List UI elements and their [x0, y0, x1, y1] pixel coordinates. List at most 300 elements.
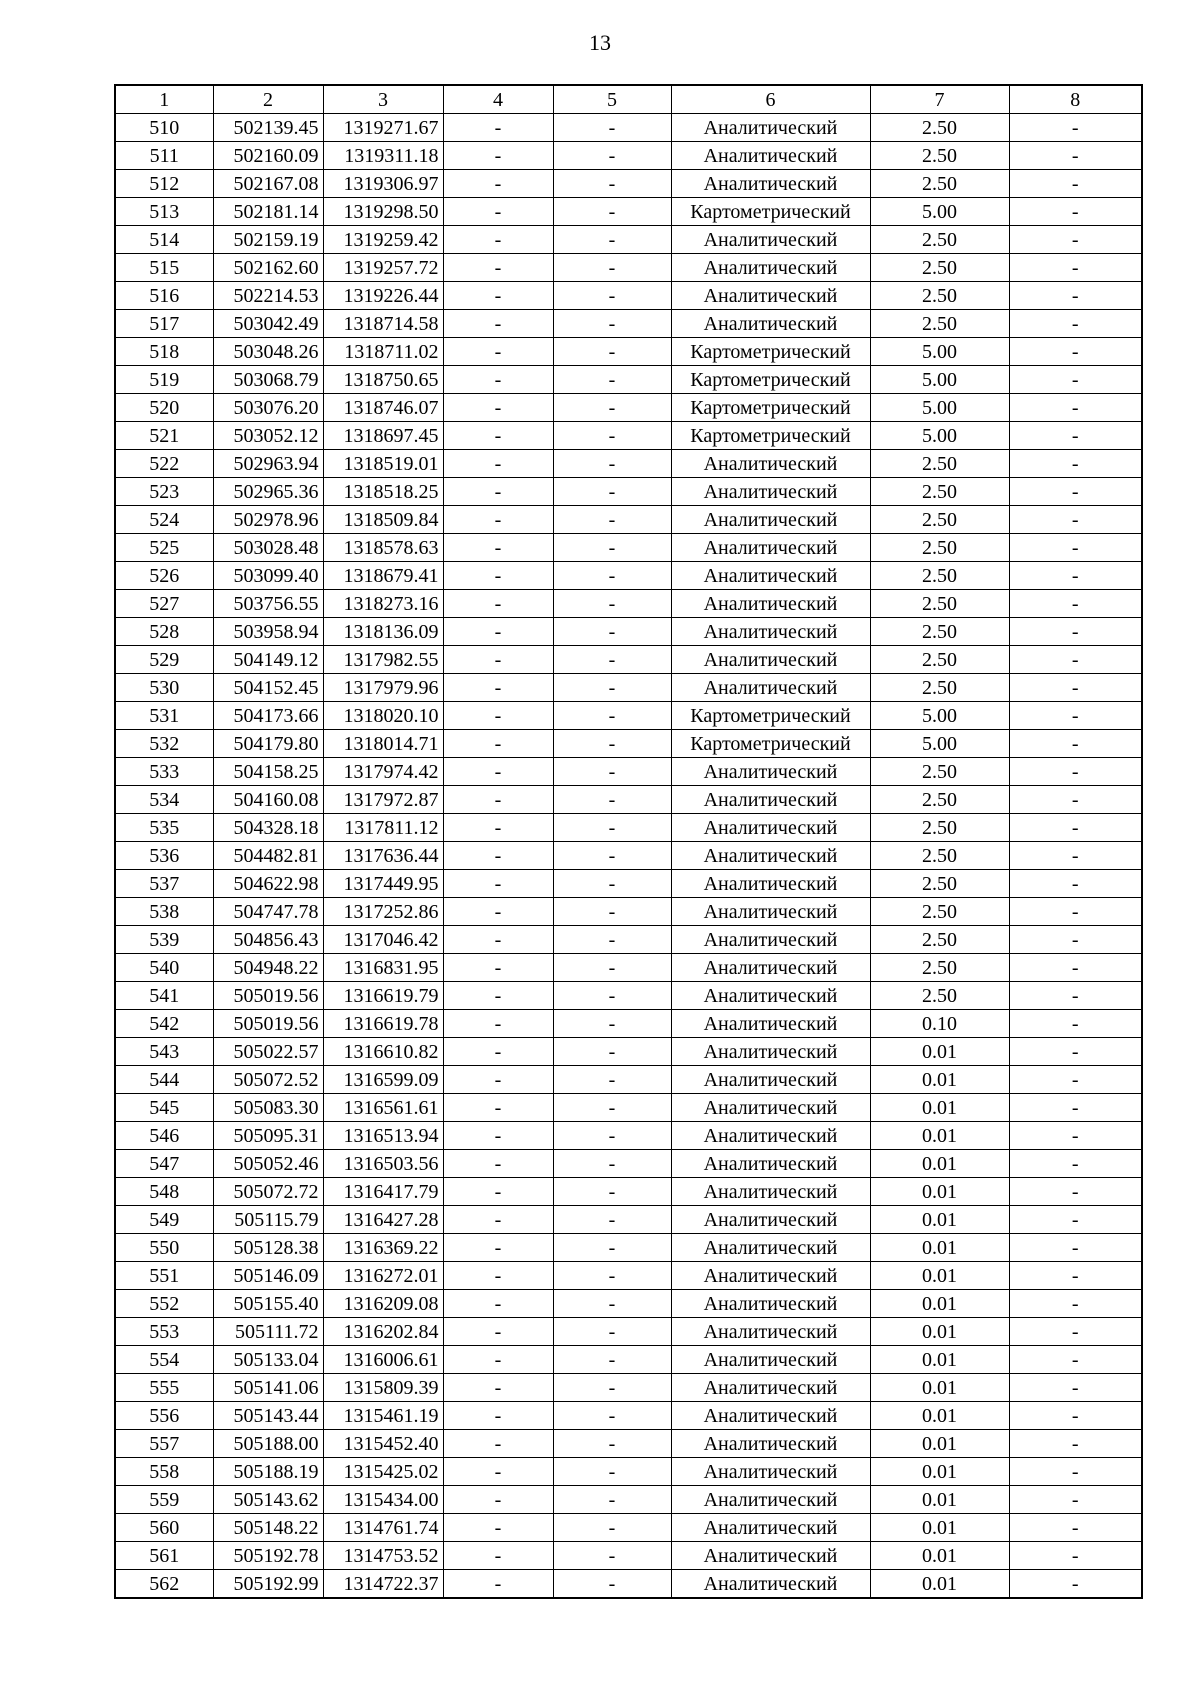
column-8-cell: -	[1009, 1486, 1142, 1514]
y-coordinate-cell: 1318714.58	[323, 310, 443, 338]
y-coordinate-cell: 1318014.71	[323, 730, 443, 758]
x-coordinate-cell: 502159.19	[213, 226, 323, 254]
y-coordinate-cell: 1316831.95	[323, 954, 443, 982]
method-cell: Аналитический	[671, 1290, 870, 1318]
accuracy-cell: 2.50	[870, 786, 1009, 814]
accuracy-cell: 5.00	[870, 366, 1009, 394]
point-number-cell: 527	[115, 590, 213, 618]
y-coordinate-cell: 1315809.39	[323, 1374, 443, 1402]
point-number-cell: 515	[115, 254, 213, 282]
column-8-cell: -	[1009, 730, 1142, 758]
accuracy-cell: 2.50	[870, 506, 1009, 534]
column-5-cell: -	[553, 478, 671, 506]
y-coordinate-cell: 1316503.56	[323, 1150, 443, 1178]
column-8-cell: -	[1009, 170, 1142, 198]
column-4-cell: -	[443, 898, 553, 926]
method-cell: Картометрический	[671, 394, 870, 422]
column-4-cell: -	[443, 1010, 553, 1038]
method-cell: Аналитический	[671, 786, 870, 814]
column-4-cell: -	[443, 618, 553, 646]
y-coordinate-cell: 1316202.84	[323, 1318, 443, 1346]
method-cell: Аналитический	[671, 842, 870, 870]
column-5-cell: -	[553, 786, 671, 814]
table-row	[115, 1262, 1142, 1290]
column-8-cell: -	[1009, 1458, 1142, 1486]
y-coordinate-cell: 1316272.01	[323, 1262, 443, 1290]
column-8-cell: -	[1009, 1262, 1142, 1290]
y-coordinate-cell: 1315434.00	[323, 1486, 443, 1514]
column-4-cell: -	[443, 310, 553, 338]
table-row	[115, 450, 1142, 478]
point-number-cell: 519	[115, 366, 213, 394]
x-coordinate-cell: 505083.30	[213, 1094, 323, 1122]
method-cell: Аналитический	[671, 926, 870, 954]
column-5-cell: -	[553, 618, 671, 646]
accuracy-cell: 2.50	[870, 450, 1009, 478]
column-header: 2	[213, 85, 323, 114]
method-cell: Аналитический	[671, 534, 870, 562]
column-4-cell: -	[443, 1262, 553, 1290]
point-number-cell: 561	[115, 1542, 213, 1570]
table-row	[115, 702, 1142, 730]
y-coordinate-cell: 1316513.94	[323, 1122, 443, 1150]
column-4-cell: -	[443, 1094, 553, 1122]
column-5-cell: -	[553, 590, 671, 618]
column-5-cell: -	[553, 1374, 671, 1402]
accuracy-cell: 2.50	[870, 562, 1009, 590]
x-coordinate-cell: 505143.44	[213, 1402, 323, 1430]
table-row	[115, 870, 1142, 898]
x-coordinate-cell: 502139.45	[213, 114, 323, 142]
column-header: 4	[443, 85, 553, 114]
table-row	[115, 786, 1142, 814]
table-row	[115, 1570, 1142, 1599]
point-number-cell: 535	[115, 814, 213, 842]
column-8-cell: -	[1009, 814, 1142, 842]
column-4-cell: -	[443, 198, 553, 226]
x-coordinate-cell: 504856.43	[213, 926, 323, 954]
table-row	[115, 982, 1142, 1010]
method-cell: Аналитический	[671, 170, 870, 198]
column-8-cell: -	[1009, 114, 1142, 142]
column-4-cell: -	[443, 1570, 553, 1599]
table-row	[115, 1458, 1142, 1486]
accuracy-cell: 2.50	[870, 142, 1009, 170]
column-8-cell: -	[1009, 590, 1142, 618]
point-number-cell: 540	[115, 954, 213, 982]
table-row	[115, 674, 1142, 702]
column-5-cell: -	[553, 674, 671, 702]
column-5-cell: -	[553, 366, 671, 394]
column-4-cell: -	[443, 1542, 553, 1570]
method-cell: Аналитический	[671, 1038, 870, 1066]
column-8-cell: -	[1009, 1206, 1142, 1234]
column-8-cell: -	[1009, 1430, 1142, 1458]
table-row	[115, 282, 1142, 310]
column-8-cell: -	[1009, 1290, 1142, 1318]
method-cell: Аналитический	[671, 814, 870, 842]
column-8-cell: -	[1009, 1150, 1142, 1178]
accuracy-cell: 2.50	[870, 170, 1009, 198]
method-cell: Аналитический	[671, 226, 870, 254]
column-8-cell: -	[1009, 618, 1142, 646]
method-cell: Аналитический	[671, 282, 870, 310]
method-cell: Картометрический	[671, 702, 870, 730]
column-8-cell: -	[1009, 646, 1142, 674]
x-coordinate-cell: 504149.12	[213, 646, 323, 674]
column-5-cell: -	[553, 1066, 671, 1094]
table-row	[115, 730, 1142, 758]
table-row	[115, 1010, 1142, 1038]
column-4-cell: -	[443, 1458, 553, 1486]
column-5-cell: -	[553, 1430, 671, 1458]
column-5-cell: -	[553, 702, 671, 730]
point-number-cell: 523	[115, 478, 213, 506]
accuracy-cell: 2.50	[870, 898, 1009, 926]
method-cell: Аналитический	[671, 954, 870, 982]
column-header: 8	[1009, 85, 1142, 114]
x-coordinate-cell: 503042.49	[213, 310, 323, 338]
y-coordinate-cell: 1319306.97	[323, 170, 443, 198]
column-8-cell: -	[1009, 254, 1142, 282]
x-coordinate-cell: 505192.78	[213, 1542, 323, 1570]
table-row	[115, 1542, 1142, 1570]
table-row	[115, 590, 1142, 618]
y-coordinate-cell: 1315461.19	[323, 1402, 443, 1430]
column-4-cell: -	[443, 926, 553, 954]
accuracy-cell: 5.00	[870, 422, 1009, 450]
x-coordinate-cell: 502965.36	[213, 478, 323, 506]
x-coordinate-cell: 503068.79	[213, 366, 323, 394]
x-coordinate-cell: 502214.53	[213, 282, 323, 310]
column-8-cell: -	[1009, 338, 1142, 366]
accuracy-cell: 0.01	[870, 1346, 1009, 1374]
point-number-cell: 517	[115, 310, 213, 338]
x-coordinate-cell: 504158.25	[213, 758, 323, 786]
x-coordinate-cell: 504747.78	[213, 898, 323, 926]
x-coordinate-cell: 502181.14	[213, 198, 323, 226]
column-8-cell: -	[1009, 1570, 1142, 1599]
column-5-cell: -	[553, 142, 671, 170]
column-8-cell: -	[1009, 1374, 1142, 1402]
accuracy-cell: 5.00	[870, 730, 1009, 758]
x-coordinate-cell: 505128.38	[213, 1234, 323, 1262]
method-cell: Аналитический	[671, 1402, 870, 1430]
accuracy-cell: 2.50	[870, 954, 1009, 982]
x-coordinate-cell: 504622.98	[213, 870, 323, 898]
column-header: 5	[553, 85, 671, 114]
column-5-cell: -	[553, 254, 671, 282]
table-row	[115, 506, 1142, 534]
column-5-cell: -	[553, 1346, 671, 1374]
column-4-cell: -	[443, 478, 553, 506]
point-number-cell: 544	[115, 1066, 213, 1094]
accuracy-cell: 2.50	[870, 814, 1009, 842]
column-5-cell: -	[553, 1486, 671, 1514]
column-4-cell: -	[443, 870, 553, 898]
table-row	[115, 142, 1142, 170]
table-row	[115, 1346, 1142, 1374]
y-coordinate-cell: 1316006.61	[323, 1346, 443, 1374]
accuracy-cell: 0.01	[870, 1094, 1009, 1122]
column-4-cell: -	[443, 450, 553, 478]
x-coordinate-cell: 505115.79	[213, 1206, 323, 1234]
table-row	[115, 1486, 1142, 1514]
x-coordinate-cell: 503756.55	[213, 590, 323, 618]
method-cell: Аналитический	[671, 1542, 870, 1570]
point-number-cell: 560	[115, 1514, 213, 1542]
point-number-cell: 518	[115, 338, 213, 366]
column-4-cell: -	[443, 170, 553, 198]
y-coordinate-cell: 1318750.65	[323, 366, 443, 394]
column-5-cell: -	[553, 506, 671, 534]
column-5-cell: -	[553, 1262, 671, 1290]
accuracy-cell: 2.50	[870, 842, 1009, 870]
column-8-cell: -	[1009, 1542, 1142, 1570]
table-row	[115, 1094, 1142, 1122]
column-8-cell: -	[1009, 1094, 1142, 1122]
point-number-cell: 539	[115, 926, 213, 954]
accuracy-cell: 0.01	[870, 1514, 1009, 1542]
column-header: 1	[115, 85, 213, 114]
y-coordinate-cell: 1318273.16	[323, 590, 443, 618]
x-coordinate-cell: 504179.80	[213, 730, 323, 758]
column-5-cell: -	[553, 1514, 671, 1542]
point-number-cell: 545	[115, 1094, 213, 1122]
column-4-cell: -	[443, 1038, 553, 1066]
method-cell: Аналитический	[671, 898, 870, 926]
accuracy-cell: 5.00	[870, 198, 1009, 226]
table-row	[115, 1038, 1142, 1066]
point-number-cell: 542	[115, 1010, 213, 1038]
accuracy-cell: 2.50	[870, 674, 1009, 702]
x-coordinate-cell: 504482.81	[213, 842, 323, 870]
method-cell: Аналитический	[671, 1066, 870, 1094]
method-cell: Аналитический	[671, 142, 870, 170]
point-number-cell: 562	[115, 1570, 213, 1599]
column-5-cell: -	[553, 282, 671, 310]
coordinates-table	[114, 84, 1143, 1599]
y-coordinate-cell: 1317449.95	[323, 870, 443, 898]
column-5-cell: -	[553, 198, 671, 226]
table-row	[115, 366, 1142, 394]
column-5-cell: -	[553, 926, 671, 954]
y-coordinate-cell: 1316369.22	[323, 1234, 443, 1262]
point-number-cell: 530	[115, 674, 213, 702]
table-row	[115, 1234, 1142, 1262]
accuracy-cell: 0.01	[870, 1206, 1009, 1234]
accuracy-cell: 2.50	[870, 478, 1009, 506]
point-number-cell: 513	[115, 198, 213, 226]
y-coordinate-cell: 1319226.44	[323, 282, 443, 310]
column-8-cell: -	[1009, 366, 1142, 394]
x-coordinate-cell: 503099.40	[213, 562, 323, 590]
point-number-cell: 510	[115, 114, 213, 142]
column-4-cell: -	[443, 1178, 553, 1206]
accuracy-cell: 0.01	[870, 1402, 1009, 1430]
point-number-cell: 528	[115, 618, 213, 646]
column-8-cell: -	[1009, 1178, 1142, 1206]
method-cell: Аналитический	[671, 1262, 870, 1290]
point-number-cell: 554	[115, 1346, 213, 1374]
y-coordinate-cell: 1315452.40	[323, 1430, 443, 1458]
y-coordinate-cell: 1319257.72	[323, 254, 443, 282]
accuracy-cell: 0.01	[870, 1178, 1009, 1206]
accuracy-cell: 0.01	[870, 1290, 1009, 1318]
column-5-cell: -	[553, 338, 671, 366]
x-coordinate-cell: 505146.09	[213, 1262, 323, 1290]
column-8-cell: -	[1009, 562, 1142, 590]
method-cell: Аналитический	[671, 618, 870, 646]
y-coordinate-cell: 1318020.10	[323, 702, 443, 730]
accuracy-cell: 0.01	[870, 1066, 1009, 1094]
table-header-row	[115, 85, 1142, 114]
y-coordinate-cell: 1317636.44	[323, 842, 443, 870]
method-cell: Аналитический	[671, 478, 870, 506]
x-coordinate-cell: 505019.56	[213, 1010, 323, 1038]
y-coordinate-cell: 1318679.41	[323, 562, 443, 590]
column-4-cell: -	[443, 954, 553, 982]
column-5-cell: -	[553, 1290, 671, 1318]
y-coordinate-cell: 1318509.84	[323, 506, 443, 534]
column-4-cell: -	[443, 534, 553, 562]
x-coordinate-cell: 505188.00	[213, 1430, 323, 1458]
accuracy-cell: 2.50	[870, 646, 1009, 674]
y-coordinate-cell: 1318136.09	[323, 618, 443, 646]
table-row	[115, 1374, 1142, 1402]
accuracy-cell: 5.00	[870, 394, 1009, 422]
y-coordinate-cell: 1318578.63	[323, 534, 443, 562]
method-cell: Аналитический	[671, 758, 870, 786]
accuracy-cell: 2.50	[870, 254, 1009, 282]
method-cell: Аналитический	[671, 1514, 870, 1542]
column-5-cell: -	[553, 534, 671, 562]
column-8-cell: -	[1009, 758, 1142, 786]
point-number-cell: 531	[115, 702, 213, 730]
point-number-cell: 512	[115, 170, 213, 198]
y-coordinate-cell: 1316209.08	[323, 1290, 443, 1318]
table-row	[115, 1122, 1142, 1150]
table-row	[115, 898, 1142, 926]
x-coordinate-cell: 505072.72	[213, 1178, 323, 1206]
column-4-cell: -	[443, 730, 553, 758]
column-5-cell: -	[553, 394, 671, 422]
table-row	[115, 394, 1142, 422]
column-4-cell: -	[443, 366, 553, 394]
column-4-cell: -	[443, 842, 553, 870]
x-coordinate-cell: 505133.04	[213, 1346, 323, 1374]
table-row	[115, 926, 1142, 954]
point-number-cell: 537	[115, 870, 213, 898]
column-4-cell: -	[443, 646, 553, 674]
column-8-cell: -	[1009, 926, 1142, 954]
accuracy-cell: 2.50	[870, 226, 1009, 254]
x-coordinate-cell: 502162.60	[213, 254, 323, 282]
method-cell: Аналитический	[671, 870, 870, 898]
column-4-cell: -	[443, 590, 553, 618]
point-number-cell: 521	[115, 422, 213, 450]
accuracy-cell: 2.50	[870, 758, 1009, 786]
y-coordinate-cell: 1317979.96	[323, 674, 443, 702]
x-coordinate-cell: 503048.26	[213, 338, 323, 366]
table-row	[115, 562, 1142, 590]
y-coordinate-cell: 1316427.28	[323, 1206, 443, 1234]
point-number-cell: 558	[115, 1458, 213, 1486]
x-coordinate-cell: 502160.09	[213, 142, 323, 170]
point-number-cell: 529	[115, 646, 213, 674]
x-coordinate-cell: 505072.52	[213, 1066, 323, 1094]
column-5-cell: -	[553, 1150, 671, 1178]
column-8-cell: -	[1009, 1402, 1142, 1430]
table-row	[115, 254, 1142, 282]
column-4-cell: -	[443, 1402, 553, 1430]
point-number-cell: 547	[115, 1150, 213, 1178]
method-cell: Аналитический	[671, 1486, 870, 1514]
x-coordinate-cell: 504948.22	[213, 954, 323, 982]
method-cell: Аналитический	[671, 254, 870, 282]
point-number-cell: 546	[115, 1122, 213, 1150]
table-row	[115, 198, 1142, 226]
table-row	[115, 1402, 1142, 1430]
y-coordinate-cell: 1316619.78	[323, 1010, 443, 1038]
column-5-cell: -	[553, 1458, 671, 1486]
column-5-cell: -	[553, 898, 671, 926]
column-4-cell: -	[443, 1066, 553, 1094]
accuracy-cell: 5.00	[870, 338, 1009, 366]
column-5-cell: -	[553, 1010, 671, 1038]
x-coordinate-cell: 502978.96	[213, 506, 323, 534]
table-row	[115, 646, 1142, 674]
column-5-cell: -	[553, 954, 671, 982]
column-8-cell: -	[1009, 786, 1142, 814]
x-coordinate-cell: 505019.56	[213, 982, 323, 1010]
method-cell: Картометрический	[671, 338, 870, 366]
table-body	[115, 114, 1142, 1599]
method-cell: Аналитический	[671, 1458, 870, 1486]
table-row	[115, 758, 1142, 786]
column-4-cell: -	[443, 814, 553, 842]
accuracy-cell: 5.00	[870, 702, 1009, 730]
point-number-cell: 511	[115, 142, 213, 170]
column-5-cell: -	[553, 310, 671, 338]
column-5-cell: -	[553, 1234, 671, 1262]
accuracy-cell: 2.50	[870, 534, 1009, 562]
point-number-cell: 559	[115, 1486, 213, 1514]
y-coordinate-cell: 1317972.87	[323, 786, 443, 814]
column-5-cell: -	[553, 1038, 671, 1066]
column-5-cell: -	[553, 114, 671, 142]
column-8-cell: -	[1009, 142, 1142, 170]
x-coordinate-cell: 504328.18	[213, 814, 323, 842]
table-row	[115, 618, 1142, 646]
column-8-cell: -	[1009, 1514, 1142, 1542]
point-number-cell: 532	[115, 730, 213, 758]
point-number-cell: 549	[115, 1206, 213, 1234]
column-8-cell: -	[1009, 870, 1142, 898]
method-cell: Картометрический	[671, 366, 870, 394]
method-cell: Аналитический	[671, 1150, 870, 1178]
accuracy-cell: 0.10	[870, 1010, 1009, 1038]
column-5-cell: -	[553, 422, 671, 450]
x-coordinate-cell: 505148.22	[213, 1514, 323, 1542]
x-coordinate-cell: 505192.99	[213, 1570, 323, 1599]
method-cell: Аналитический	[671, 1430, 870, 1458]
y-coordinate-cell: 1318519.01	[323, 450, 443, 478]
table-row	[115, 1514, 1142, 1542]
accuracy-cell: 2.50	[870, 310, 1009, 338]
table-row	[115, 1178, 1142, 1206]
table-row	[115, 1066, 1142, 1094]
